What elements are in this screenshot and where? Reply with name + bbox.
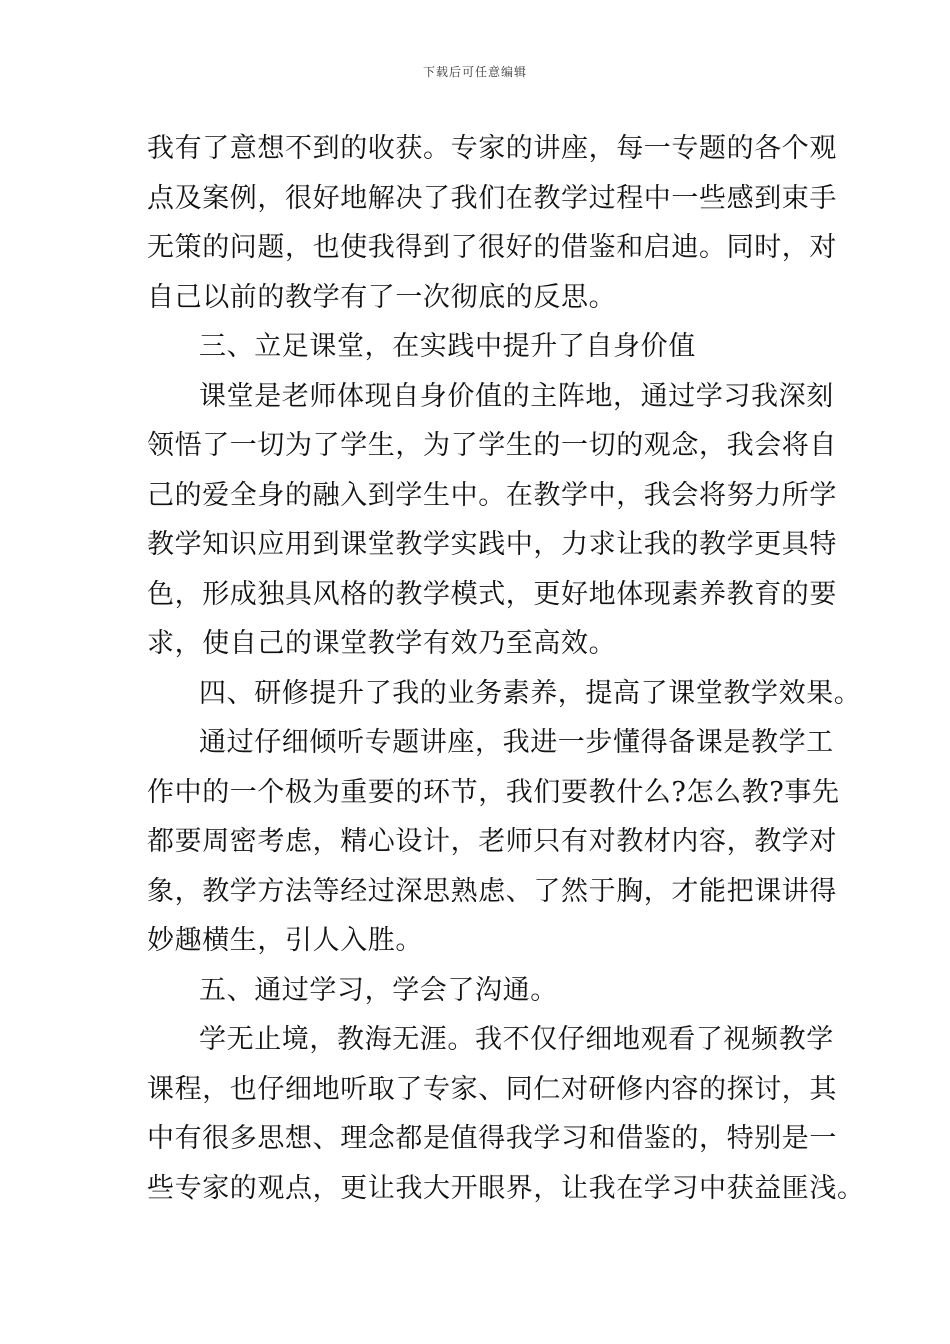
text-line: 都要周密考虑，精心设计，老师只有对教材内容，教学对 — [147, 826, 837, 857]
text-line: 我有了意想不到的收获。专家的讲座，每一专题的各个观 — [147, 133, 837, 164]
text-line: 无策的问题，也使我得到了很好的借鉴和启迪。同时，对 — [147, 232, 837, 263]
text-line: 色，形成独具风格的教学模式，更好地体现素养教育的要 — [147, 578, 837, 610]
text-line: 己的爱全身的融入到学生中。在教学中，我会将努力所学 — [147, 479, 837, 511]
text-line: 作中的一个极为重要的环节，我们要教什么?怎么教?事先 — [147, 776, 840, 808]
text-line: 中有很多思想、理念都是值得我学习和借鉴的，特别是一 — [147, 1123, 837, 1154]
text-line: 自己以前的教学有了一次彻底的反思。 — [147, 281, 617, 313]
document-body — [147, 124, 865, 1213]
page-header-note: 下载后可任意编辑 — [422, 65, 527, 79]
text-line: 教学知识应用到课堂教学实践中，力求让我的教学更具特 — [147, 529, 837, 560]
text-line: 些专家的观点，更让我大开眼界，让我在学习中获益匪浅。 — [147, 1172, 865, 1204]
paragraph-start: 课堂是老师体现自身价值的主阵地，通过学习我深刻 — [199, 380, 834, 412]
text-line: 课程，也仔细地听取了专家、同仁对研修内容的探讨，其 — [147, 1073, 837, 1105]
section-heading-5: 五、通过学习，学会了沟通。 — [199, 974, 558, 1006]
section-heading-3: 三、立足课堂，在实践中提升了自身价值 — [199, 331, 696, 362]
text-line: 领悟了一切为了学生，为了学生的一切的观念，我会将自 — [147, 430, 837, 461]
text-line: 象，教学方法等经过深思熟虑、了然于胸，才能把课讲得 — [147, 875, 837, 907]
paragraph-start: 学无止境，教海无涯。我不仅仔细地观看了视频教学 — [199, 1024, 834, 1055]
text-line: 求，使自己的课堂教学有效乃至高效。 — [147, 628, 617, 659]
section-heading-4: 四、研修提升了我的业务素养，提高了课堂教学效果。 — [199, 677, 862, 709]
paragraph-start: 通过仔细倾听专题讲座，我进一步懂得备课是教学工 — [199, 727, 834, 758]
text-line: 妙趣横生，引人入胜。 — [147, 925, 423, 956]
text-line: 点及案例，很好地解决了我们在教学过程中一些感到束手 — [147, 182, 837, 214]
